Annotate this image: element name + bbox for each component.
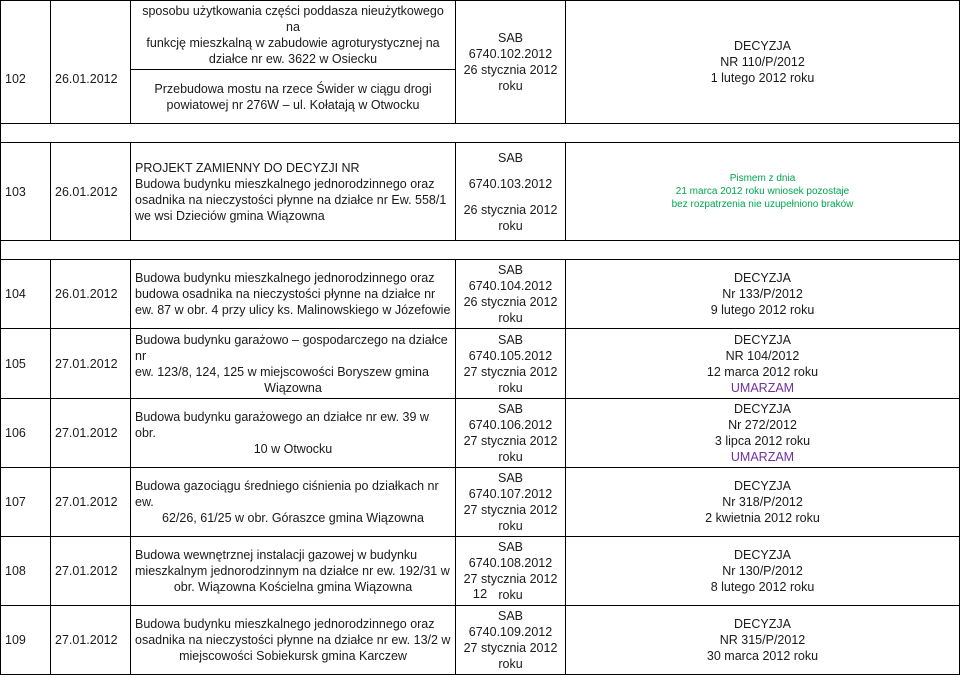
table-row [1, 399, 960, 468]
row-description: sposobu użytkowania części poddasza nieużytkowego na funkcję mieszkalną w zabudowie agroturystycznej na działce nr ew. 3622 w Osiecku [131, 1, 456, 70]
row-number: 109 [1, 606, 51, 675]
row-case: SAB 6740.109.2012 27 stycznia 2012 roku [456, 606, 566, 675]
row-date: 26.01.2012 [51, 143, 131, 241]
row-description: Budowa wewnętrznej instalacji gazowej w budynku mieszkalnym jednorodzinnym na działce nr ew. 192/31 w obr. Wiązowna Kościelna gmina Wiązowna [131, 537, 456, 606]
row-decision: DECYZJA Nr 130/P/2012 8 lutego 2012 roku [566, 537, 960, 606]
table-row [1, 606, 960, 675]
row-case: SAB 6740.105.2012 27 stycznia 2012 roku [456, 329, 566, 399]
row-number: 106 [1, 399, 51, 468]
row-description: PROJEKT ZAMIENNY DO DECYZJI NR Budowa budynku mieszkalnego jednorodzinnego oraz osadnika na nieczystości płynne na działce nr Ew. 558/1 we wsi Dzieciów gmina Wiązowna [131, 143, 456, 241]
row-description: Przebudowa mostu na rzece Świder w ciągu drogi powiatowej nr 276W – ul. Kołatają w Otwocku [131, 70, 456, 124]
status-badge: UMARZAM [730, 450, 795, 464]
row-case: SAB 6740.106.2012 27 stycznia 2012 roku [456, 399, 566, 468]
row-date: 27.01.2012 [51, 329, 131, 399]
row-description: Budowa budynku garażowo – gospodarczego na działce nr ew. 123/8, 124, 125 w miejscowości Boryszew gmina Wiązowna [131, 329, 456, 399]
row-case: SAB 6740.103.2012 26 stycznia 2012 roku [456, 143, 566, 241]
row-number: 108 [1, 537, 51, 606]
row-date: 27.01.2012 [51, 606, 131, 675]
row-decision: DECYZJA NR 315/P/2012 30 marca 2012 roku [566, 606, 960, 675]
row-number: 105 [1, 329, 51, 399]
row-spacer [1, 124, 960, 143]
row-description: Budowa budynku mieszkalnego jednorodzinnego oraz budowa osadnika na nieczystości płynne na działce nr ew. 87 w obr. 4 przy ulicy ks. Malinowskiego w Józefowie [131, 260, 456, 329]
row-date: 26.01.2012 [51, 1, 131, 124]
row-note: Pismem z dnia 21 marca 2012 roku wniosek pozostaje bez rozpatrzenia nie uzupełniono braków [566, 143, 960, 241]
row-decision: DECYZJA NR 104/2012 12 marca 2012 roku UMARZAM [566, 329, 960, 399]
row-description: Budowa budynku garażowego an działce nr ew. 39 w obr. 10 w Otwocku [131, 399, 456, 468]
row-number: 104 [1, 260, 51, 329]
row-decision: DECYZJA Nr 318/P/2012 2 kwietnia 2012 roku [566, 468, 960, 537]
table-row [1, 260, 960, 329]
row-case: SAB 6740.102.2012 26 stycznia 2012 roku [456, 1, 566, 124]
row-spacer [1, 241, 960, 260]
row-number: 107 [1, 468, 51, 537]
row-date: 27.01.2012 [51, 399, 131, 468]
table-row [1, 468, 960, 537]
row-case: SAB 6740.108.2012 27 stycznia 2012 roku [456, 537, 566, 606]
row-decision: DECYZJA NR 110/P/2012 1 lutego 2012 roku [566, 1, 960, 124]
table-row [1, 1, 960, 70]
page-number: 12 [472, 586, 488, 601]
row-number: 102 [1, 1, 51, 124]
row-case: SAB 6740.104.2012 26 stycznia 2012 roku [456, 260, 566, 329]
row-date: 26.01.2012 [51, 260, 131, 329]
row-description: Budowa budynku mieszkalnego jednorodzinnego oraz osadnika na nieczystości płynne na działce nr ew. 13/2 w miejscowości Sobiekursk gmina Karczew [131, 606, 456, 675]
row-number: 103 [1, 143, 51, 241]
status-badge: UMARZAM [730, 380, 795, 395]
table-row [1, 329, 960, 399]
row-date: 27.01.2012 [51, 468, 131, 537]
row-decision: DECYZJA Nr 272/2012 3 lipca 2012 roku UMARZAM [566, 399, 960, 468]
row-case: SAB 6740.107.2012 27 stycznia 2012 roku [456, 468, 566, 537]
row-date: 27.01.2012 [51, 537, 131, 606]
table-row [1, 143, 960, 241]
row-description: Budowa gazociągu średniego ciśnienia po działkach nr ew. 62/26, 61/25 w obr. Góraszce gmina Wiązowna [131, 468, 456, 537]
row-decision: DECYZJA Nr 133/P/2012 9 lutego 2012 roku [566, 260, 960, 329]
